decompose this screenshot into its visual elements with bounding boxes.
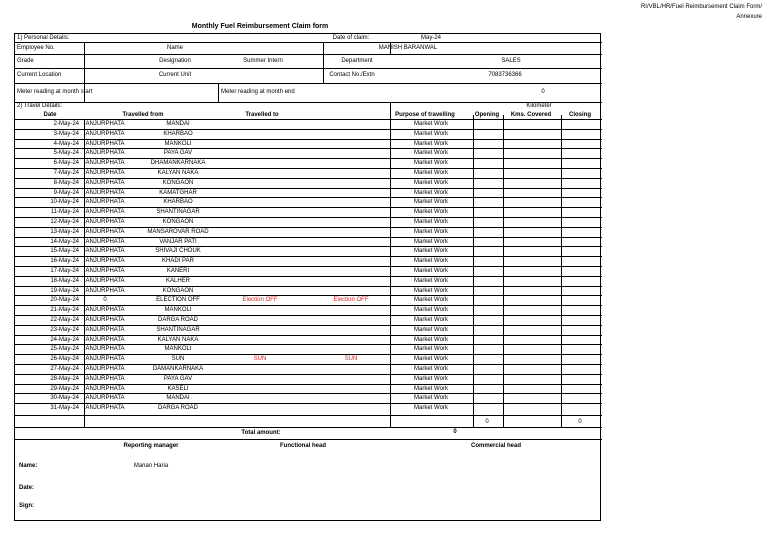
rule (15, 415, 602, 416)
rule (15, 68, 602, 69)
functional-head-label: Functional head (279, 443, 327, 449)
rule (15, 42, 602, 43)
travel-purpose: Market Work (414, 229, 448, 235)
travel-date: 10-May-24 (50, 199, 79, 205)
travel-from-place: KALYAN NAKA (157, 170, 199, 176)
designation-value: Summer Intern (243, 58, 283, 64)
travel-date: 25-May-24 (50, 346, 79, 352)
rule (323, 42, 324, 83)
grade-label: Grade (17, 58, 34, 64)
rule (218, 83, 219, 102)
travel-from-place: KHARBAO (163, 199, 193, 205)
travel-date: 13-May-24 (50, 229, 79, 235)
date-of-claim-label: Date of claim: (332, 35, 370, 41)
rule (15, 427, 602, 428)
travel-from-origin: ANJURPHATA (85, 356, 125, 362)
travel-purpose: Market Work (414, 131, 448, 137)
department-label: Department (341, 58, 373, 64)
travel-from-origin: ANJURPHATA (85, 180, 125, 186)
travel-from-place: PAYA GAV (163, 150, 193, 156)
travel-purpose: Market Work (414, 376, 448, 382)
travel-from-place: KALYAN NAKA (157, 337, 199, 343)
travel-date: 26-May-24 (50, 356, 79, 362)
travel-purpose: Market Work (414, 307, 448, 313)
travel-from-origin: ANJURPHATA (85, 307, 125, 313)
travel-purpose: Market Work (414, 268, 448, 274)
travel-from-place: KANERI (166, 268, 190, 274)
travel-date: 18-May-24 (50, 278, 79, 284)
travel-from-origin: ANJURPHATA (85, 288, 125, 294)
travel-purpose: Market Work (414, 366, 448, 372)
rule (15, 54, 602, 55)
travel-from-origin: 0 (103, 297, 107, 303)
travel-date: 31-May-24 (50, 405, 79, 411)
travel-purpose: Market Work (414, 121, 448, 127)
travel-from-origin: ANJURPHATA (85, 199, 125, 205)
travel-from-place: DHAMANKARNAKA (150, 160, 206, 166)
approval-date-label: Date: (19, 485, 35, 491)
travel-from-origin: ANJURPHATA (85, 337, 125, 343)
reporting-manager-name: Manan Haria (133, 463, 169, 469)
rule (15, 439, 602, 440)
travel-from-place: SHIVAJI CHOUK (155, 248, 201, 254)
travel-from-origin: ANJURPHATA (85, 190, 125, 196)
name-value: MANISH BARANWAL (378, 45, 438, 51)
travel-purpose: Market Work (414, 190, 448, 196)
travel-from-place: KONGAON (162, 180, 194, 186)
travel-from-origin: ANJURPHATA (85, 239, 125, 245)
travel-purpose: Market Work (414, 239, 448, 245)
travel-from-origin: ANJURPHATA (85, 121, 125, 127)
meter-start-label: Meter reading at month start (17, 89, 93, 95)
travel-purpose: Market Work (414, 395, 448, 401)
approval-name-label: Name: (19, 463, 38, 469)
date-of-claim-value: May-24 (420, 35, 442, 41)
travel-date: 27-May-24 (50, 366, 79, 372)
travel-from-place: KHARBAO (163, 131, 193, 137)
travel-date: 19-May-24 (50, 288, 79, 294)
travel-from-origin: ANJURPHATA (85, 209, 125, 215)
travel-date: 22-May-24 (50, 317, 79, 323)
travel-purpose: Market Work (414, 141, 448, 147)
travel-to-secondary: Election OFF (333, 297, 369, 303)
contact-label: Contact No./Extn (329, 72, 375, 78)
travel-from-origin: ANJURPHATA (85, 258, 125, 264)
travel-from-origin: ANJURPHATA (85, 141, 125, 147)
travel-date: 2-May-24 (53, 121, 79, 127)
travel-purpose: Market Work (414, 327, 448, 333)
commercial-head-label: Commercial head (470, 443, 522, 449)
travel-from-origin: ANJURPHATA (85, 170, 125, 176)
travel-purpose: Market Work (414, 258, 448, 264)
travel-to-primary: Election OFF (242, 297, 278, 303)
purpose-header: Purpose of travelling (395, 112, 455, 118)
travel-date: 6-May-24 (53, 160, 79, 166)
travel-from-place: KHADI PAR (162, 258, 194, 264)
travel-purpose: Market Work (414, 248, 448, 254)
claim-form (14, 33, 601, 521)
total-amount-value: 0 (453, 429, 457, 435)
travel-date: 21-May-24 (50, 307, 79, 313)
travel-from-place: ELECTION OFF (156, 297, 200, 303)
current-unit-label: Current Unit (158, 72, 192, 78)
rule (473, 115, 474, 427)
rule (390, 102, 391, 427)
travel-from-place: KASELI (167, 386, 189, 392)
travel-from-place: PAYA GAV (163, 376, 193, 382)
travel-purpose: Market Work (414, 405, 448, 411)
travel-date: 20-May-24 (50, 297, 79, 303)
total-amount-label: Total amount: (241, 430, 281, 436)
travel-purpose: Market Work (414, 386, 448, 392)
travel-date: 9-May-24 (53, 190, 79, 196)
travel-purpose: Market Work (414, 209, 448, 215)
current-location-label: Current Location (17, 72, 62, 78)
travel-date: 17-May-24 (50, 268, 79, 274)
travel-from-place: DARGA ROAD (157, 317, 199, 323)
travel-purpose: Market Work (414, 346, 448, 352)
travel-from-origin: ANJURPHATA (85, 219, 125, 225)
travel-from-place: KONGAON (162, 219, 194, 225)
travel-from-origin: ANJURPHATA (85, 317, 125, 323)
travel-to-secondary: SUN (344, 356, 358, 362)
travel-purpose: Market Work (414, 170, 448, 176)
department-value: SALES (501, 58, 521, 64)
travel-from-place: MANKOLI (164, 346, 192, 352)
travel-date: 24-May-24 (50, 337, 79, 343)
travel-date: 8-May-24 (53, 180, 79, 186)
travel-from-place: KALHER (165, 278, 191, 284)
travel-from-origin: ANJURPHATA (85, 131, 125, 137)
closing-header: Closing (569, 112, 591, 118)
travelled-from-header: Travelled from (122, 112, 164, 118)
annexure-label: Annexure (736, 14, 762, 20)
travel-from-place: SHANTINAGAR (156, 209, 200, 215)
opening-header: Opening (474, 112, 500, 118)
travel-purpose: Market Work (414, 337, 448, 343)
footer-kms-value: 0 (485, 419, 489, 425)
travel-purpose: Market Work (414, 288, 448, 294)
travel-from-origin: ANJURPHATA (85, 386, 125, 392)
travel-date: 16-May-24 (50, 258, 79, 264)
travel-purpose: Market Work (414, 150, 448, 156)
travel-from-origin: ANJURPHATA (85, 366, 125, 372)
travel-date: 12-May-24 (50, 219, 79, 225)
travel-date: 5-May-24 (53, 150, 79, 156)
travel-purpose: Market Work (414, 297, 448, 303)
travel-purpose: Market Work (414, 317, 448, 323)
section-personal-details: 1) Personal Details: (17, 35, 70, 41)
rule (15, 83, 602, 84)
travel-from-place: MANSAROVAR ROAD (147, 229, 209, 235)
travel-purpose: Market Work (414, 278, 448, 284)
travel-from-place: MANDAI (166, 121, 190, 127)
designation-label: Designation (159, 58, 191, 64)
travel-from-place: VANJAR PATI (159, 239, 197, 245)
travel-date: 30-May-24 (50, 395, 79, 401)
travel-purpose: Market Work (414, 219, 448, 225)
kms-covered-header: Kms. Covered (510, 112, 552, 118)
meter-end-label: Meter reading at month end (221, 89, 295, 95)
travel-from-place: MANKOLI (164, 141, 192, 147)
travel-date: 14-May-24 (50, 239, 79, 245)
travel-from-origin: ANJURPHATA (85, 248, 125, 254)
travel-from-place: SHANTINAGAR (156, 327, 200, 333)
travel-from-place: SUN (171, 356, 185, 362)
travel-from-place: MANDAI (166, 395, 190, 401)
travel-from-origin: ANJURPHATA (85, 278, 125, 284)
travel-from-place: DAMANKARNAKA (152, 366, 204, 372)
rule (15, 102, 602, 103)
travel-from-origin: ANJURPHATA (85, 346, 125, 352)
travel-date: 15-May-24 (50, 248, 79, 254)
travel-from-origin: ANJURPHATA (85, 376, 125, 382)
approval-sign-label: Sign: (19, 503, 34, 509)
travel-from-origin: ANJURPHATA (85, 160, 125, 166)
travel-date: 11-May-24 (50, 209, 79, 215)
travel-from-place: DARGA ROAD (157, 405, 199, 411)
travel-date: 3-May-24 (53, 131, 79, 137)
travel-date: 23-May-24 (50, 327, 79, 333)
travel-date: 4-May-24 (53, 141, 79, 147)
rule (503, 115, 504, 427)
travel-date: 29-May-24 (50, 386, 79, 392)
travel-purpose: Market Work (414, 180, 448, 186)
travel-from-origin: ANJURPHATA (85, 268, 125, 274)
section-travel-details: 2) Travel Details: (17, 103, 63, 109)
travel-from-place: KONGAON (162, 288, 194, 294)
form-reference: RI/VBL/HR/Fuel Reimbursement Claim Form/ (640, 4, 762, 10)
rule (561, 115, 562, 427)
reporting-manager-label: Reporting manager (123, 443, 179, 449)
travel-date: 7-May-24 (53, 170, 79, 176)
contact-value: 7083736366 (488, 72, 522, 78)
meter-end-value: 0 (541, 89, 545, 95)
travel-date: 28-May-24 (50, 376, 79, 382)
employee-no-label: Employee No. (17, 45, 55, 51)
travel-from-place: MANKOLI (164, 307, 192, 313)
travel-purpose: Market Work (414, 160, 448, 166)
travel-from-origin: ANJURPHATA (85, 229, 125, 235)
footer-closing-value: 0 (578, 419, 582, 425)
travel-from-origin: ANJURPHATA (85, 327, 125, 333)
travel-from-origin: ANJURPHATA (85, 150, 125, 156)
travel-purpose: Market Work (414, 199, 448, 205)
travel-to-primary: SUN (253, 356, 267, 362)
kilometer-header: Kilometer (526, 103, 552, 109)
form-title: Monthly Fuel Reimbursement Claim form (191, 23, 329, 30)
travel-purpose: Market Work (414, 356, 448, 362)
name-label: Name (166, 45, 184, 51)
travel-from-origin: ANJURPHATA (85, 395, 125, 401)
travel-from-place: KAMATGHAR (159, 190, 197, 196)
date-header: Date (43, 112, 57, 118)
travel-from-origin: ANJURPHATA (85, 405, 125, 411)
travelled-to-header: Travelled to (245, 112, 279, 118)
